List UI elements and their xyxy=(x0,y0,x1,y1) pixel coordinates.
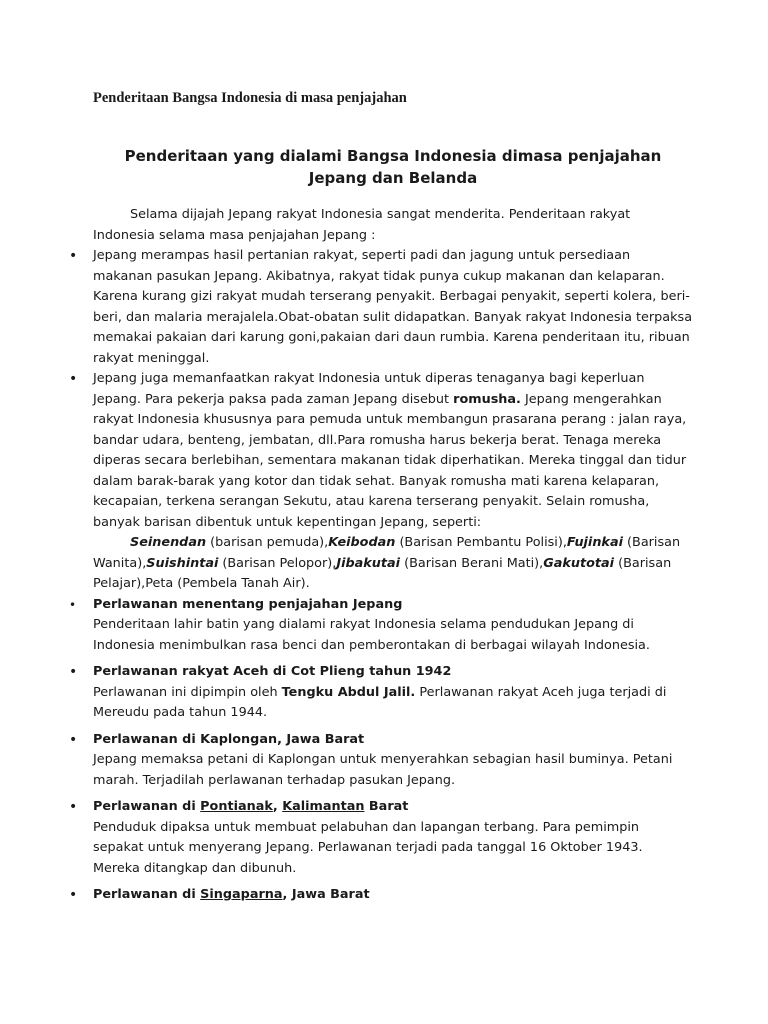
list-item-pontianak xyxy=(69,797,693,879)
document-body xyxy=(69,205,693,906)
section-heading: Perlawanan rakyat Aceh di Cot Plieng tahun 1942 xyxy=(93,664,452,679)
bullet-icon: • xyxy=(69,664,78,680)
main-heading-line-2: Jepang dan Belanda xyxy=(308,169,478,187)
list-item-singaparna xyxy=(69,885,693,906)
main-heading xyxy=(93,145,693,189)
aceh-leader: Tengku Abdul Jalil. xyxy=(281,684,416,700)
bullet-icon: • xyxy=(69,731,78,748)
pontianak-link[interactable]: Pontianak xyxy=(200,799,273,814)
list-item-kaplongan xyxy=(69,730,693,792)
list-item-aceh xyxy=(69,662,693,724)
section-heading: Perlawanan menentang penjajahan Jepang xyxy=(93,596,403,612)
section-text: Jepang memaksa petani di Kaplongan untuk menyerahkan sebagian hasil buminya. Petani marah. Terjadilah perlawanan terhadap pasukan Jepang. xyxy=(93,752,673,788)
list-item-text: Jepang juga memanfaatkan rakyat Indonesia untuk diperas tenaganya bagi keperluan Jepang. Para pekerja paksa pada zaman Jepang disebut romusha. Jepang mengerahkan rakyat Indonesia khususnya para pemuda untuk membangun prasarana perang : jalan raya, bandar udara, benteng, jembatan, dll.Para romusha harus bekerja berat. Tenaga mereka diperas secara berlebihan, sementara makanan tidak diperhatikan. Mereka tinggal dan tidur dalam barak-barak yang kotor dan tidak sehat. Banyak romusha mati karena kelaparan, kecapaian, terkena serangan Sekutu, atau karena terserang penyakit. Selain romusha, banyak barisan dibentuk untuk kepentingan Jepang, seperti: xyxy=(93,371,687,530)
intro-paragraph: Selama dijajah Jepang rakyat Indonesia sangat menderita. Penderitaan rakyat Indonesia selama masa penjajahan Jepang : xyxy=(93,207,631,243)
barisan-list: Seinendan (barisan pemuda),Keibodan (Barisan Pembantu Polisi),Fujinkai (Barisan Wanita),Suishintai (Barisan Pelopor),Jibakutai (Barisan Berani Mati),Gakutotai (Barisan Pelajar),Peta (Pembela Tanah Air). xyxy=(93,535,681,591)
bullet-icon: • xyxy=(69,248,78,264)
list-item-perampasan xyxy=(69,246,693,369)
section-heading: Perlawanan di Pontianak, Kalimantan Barat xyxy=(93,799,409,814)
kalimantan-link[interactable]: Kalimantan xyxy=(282,799,365,814)
document-title: Penderitaan Bangsa Indonesia di masa penjajahan xyxy=(93,90,407,106)
list-item-romusha xyxy=(69,369,693,595)
section-heading: Perlawanan di Singaparna, Jawa Barat xyxy=(93,887,370,902)
singaparna-link[interactable]: Singaparna xyxy=(200,887,283,902)
section-heading: Perlawanan di Kaplongan, Jawa Barat xyxy=(93,731,365,747)
list-item-text: Jepang merampas hasil pertanian rakyat, seperti padi dan jagung untuk persediaan makanan pasukan Jepang. Akibatnya, rakyat tidak punya cukup makanan dan kelaparan. Karena kurang gizi rakyat mudah terserang penyakit. Berbagai penyakit, seperti kolera, beri-beri, dan malaria merajalela.Obat-obatan sulit didapatkan. Banyak rakyat Indonesia terpaksa memakai pakaian dari karung goni,pakaian dari daun rumbia. Karena penderitaan itu, ribuan rakyat meninggal. xyxy=(93,248,693,366)
bullet-icon: • xyxy=(69,799,78,815)
section-text: Penduduk dipaksa untuk membuat pelabuhan dan lapangan terbang. Para pemimpin sepakat untuk menyerang Jepang. Perlawanan terjadi pada tanggal 16 Oktober 1943. Mereka ditangkap dan dibunuh. xyxy=(93,819,643,876)
main-heading-line-1: Penderitaan yang dialami Bangsa Indonesia dimasa penjajahan xyxy=(124,147,662,165)
bullet-icon: • xyxy=(69,597,77,612)
bullet-icon: • xyxy=(69,371,78,387)
list-item-menentang xyxy=(69,595,693,657)
section-text: Perlawanan ini dipimpin oleh Tengku Abdul Jalil. Perlawanan rakyat Aceh juga terjadi di Mereudu pada tahun 1944. xyxy=(93,684,667,720)
romusha-term: romusha. xyxy=(453,391,521,407)
section-text: Penderitaan lahir batin yang dialami rakyat Indonesia selama pendudukan Jepang di Indonesia menimbulkan rasa benci dan pemberontakan di berbagai wilayah Indonesia. xyxy=(93,617,650,653)
bullet-icon: • xyxy=(69,887,78,903)
